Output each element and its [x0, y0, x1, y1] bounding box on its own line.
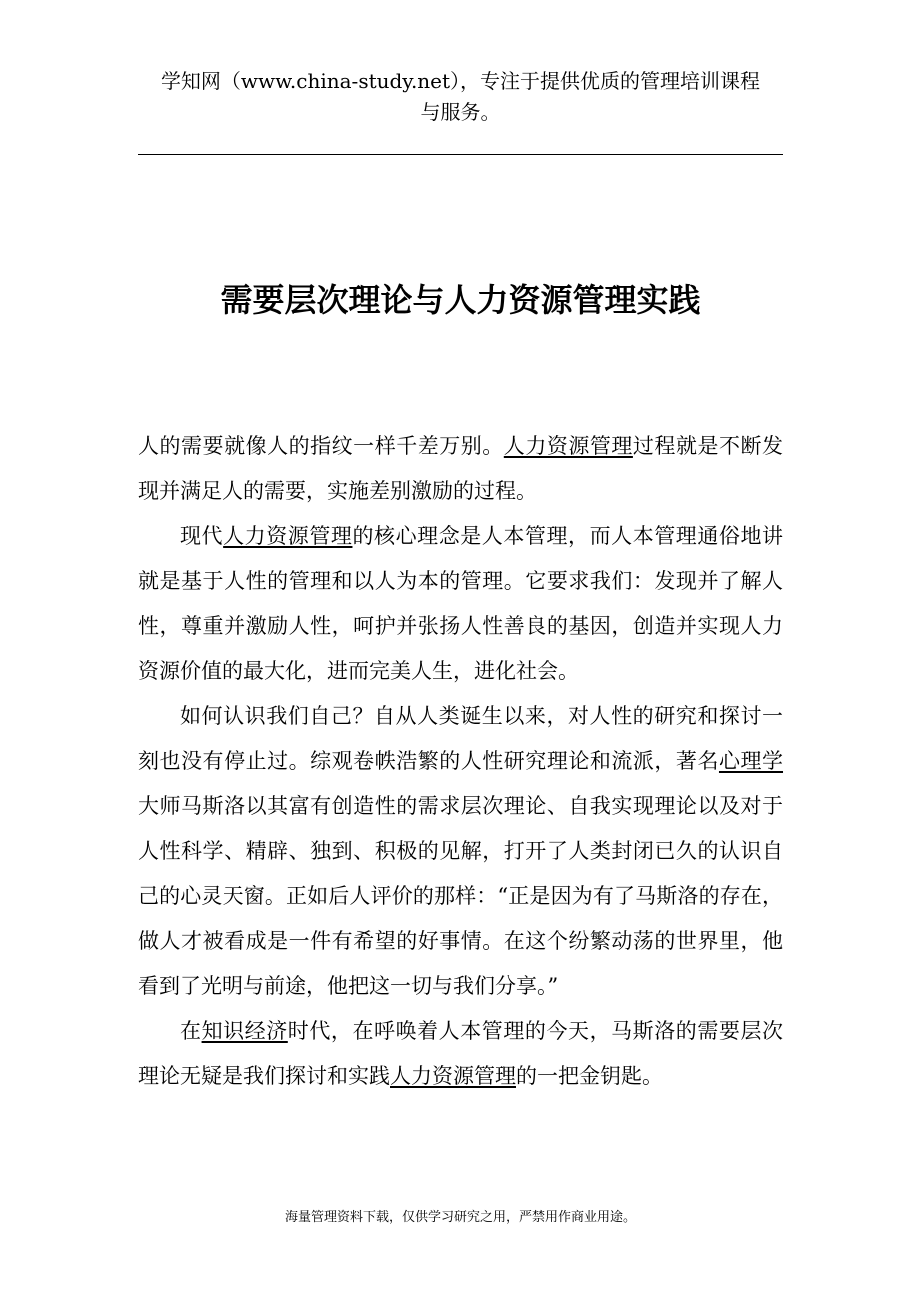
- hr-management-link[interactable]: 人力资源管理: [503, 434, 633, 458]
- paragraph-text: 的一把金钥匙。: [516, 1064, 663, 1088]
- knowledge-economy-link[interactable]: 知识经济: [201, 1019, 288, 1043]
- header-line-2: 与服务。: [420, 100, 501, 124]
- header-divider: [138, 154, 783, 155]
- paragraph-text: 现代: [180, 524, 224, 548]
- paragraph: [138, 424, 783, 514]
- paragraph-text: 在: [180, 1019, 202, 1043]
- paragraph: [138, 1009, 783, 1099]
- page-header: [138, 66, 783, 128]
- paragraph-text: 的核心理念是人本管理，而人本管理通俗地讲就是基于人性的管理和以人为本的管理。它要求我们：发现并了解人性，尊重并激励人性，呵护并张扬人性善良的基因，创造并实现人力资源价值的最大化，进而完美人生，进化社会。: [138, 524, 784, 683]
- paragraph-text: 过程就是不断发现并满足人的需要，实施差别激励的过程。: [138, 434, 784, 503]
- hr-management-link[interactable]: 人力资源管理: [223, 524, 353, 548]
- hr-management-link[interactable]: 人力资源管理: [390, 1064, 516, 1088]
- paragraph-text: 如何认识我们自己？自从人类诞生以来，对人性的研究和探讨一刻也没有停止过。综观卷帙浩繁的人性研究理论和流派，著名: [138, 704, 783, 773]
- header-line-1: 学知网（www.china-study.net），专注于提供优质的管理培训课程: [160, 69, 761, 93]
- document-body: [138, 424, 783, 1099]
- paragraph-text: 时代，在呼唤着人本管理的今天，马斯洛的需要层次理论无疑是我们探讨和实践: [138, 1019, 784, 1088]
- paragraph-text: 大师马斯洛以其富有创造性的需求层次理论、自我实现理论以及对于人性科学、精辟、独到、积极的见解，打开了人类封闭已久的认识自己的心灵天窗。正如后人评价的那样：“正是因为有了马斯洛的存在，做人才被看成是一件有希望的好事情。在这个纷繁动荡的世界里，他看到了光明与前途，他把这一切与我们分享。”: [138, 794, 783, 998]
- document-title: 需要层次理论与人力资源管理实践: [220, 281, 701, 319]
- page-footer: 海量管理资料下载，仅供学习研究之用，严禁用作商业用途。: [284, 1210, 636, 1225]
- psychology-link[interactable]: 心理学: [718, 749, 784, 773]
- paragraph: [138, 694, 783, 1009]
- paragraph: [138, 514, 783, 694]
- paragraph-text: 人的需要就像人的指纹一样千差万别。: [138, 434, 504, 458]
